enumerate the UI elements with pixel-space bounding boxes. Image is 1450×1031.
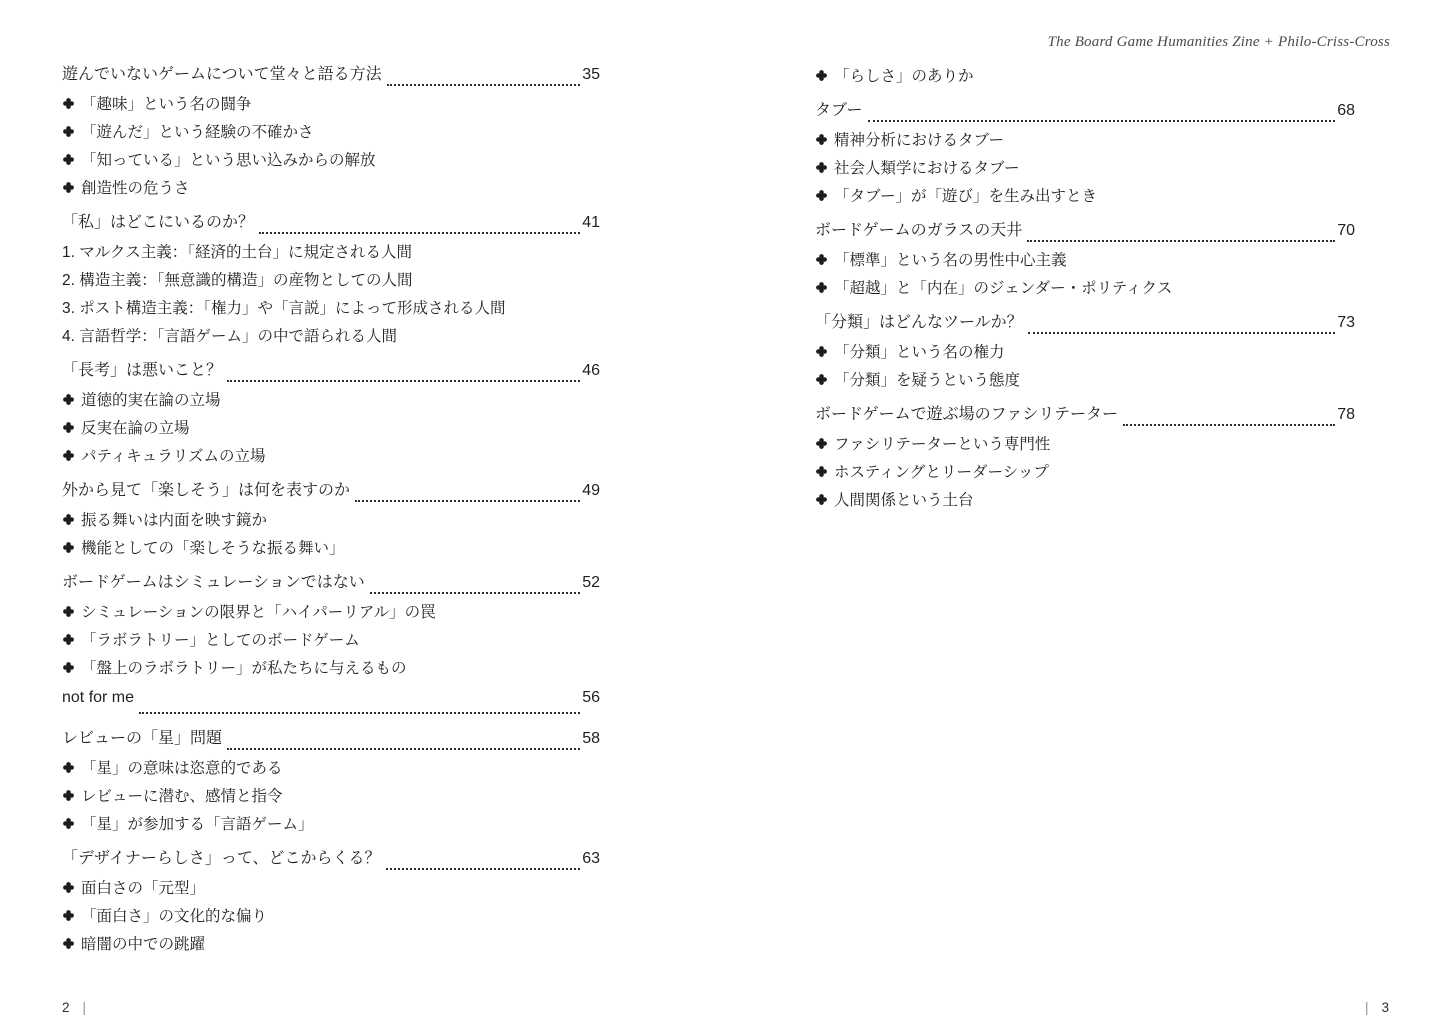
toc-section xyxy=(62,61,600,209)
footer-divider-right: | xyxy=(1364,1000,1369,1015)
page-footer-left xyxy=(62,1000,86,1015)
toc-entry xyxy=(815,217,1355,245)
toc-right-column xyxy=(815,61,1355,521)
clover-cross-bullet-icon xyxy=(62,153,74,165)
clover-cross-bullet-icon xyxy=(815,69,827,81)
toc-item xyxy=(62,413,600,441)
dot-leader xyxy=(868,120,1336,122)
toc-entry-title: レビューの「星」問題 xyxy=(62,730,223,747)
toc-item xyxy=(62,781,600,809)
clover-cross-bullet-icon xyxy=(815,373,827,385)
toc-item-label: 「分類」を疑うという態度 xyxy=(834,372,1021,389)
clover-cross-bullet-icon xyxy=(62,789,74,801)
toc-item xyxy=(815,273,1355,301)
dot-leader xyxy=(139,712,580,714)
toc-item-label: 「星」が参加する「言語ゲーム」 xyxy=(81,816,314,833)
toc-item xyxy=(62,265,600,293)
toc-entry-title: 「長考」は悪いこと？ xyxy=(62,362,223,379)
toc-entry-title: 遊んでいないゲームについて堂々と語る方法 xyxy=(62,66,382,83)
clover-cross-bullet-icon xyxy=(62,661,74,673)
toc-item xyxy=(62,809,600,837)
clover-cross-bullet-icon xyxy=(62,97,74,109)
toc-item-label: 2. 構造主義：「無意識的構造」の産物としての人間 xyxy=(62,272,413,289)
toc-item xyxy=(62,385,600,413)
toc-item xyxy=(62,597,600,625)
toc-item-label: 1. マルクス主義：「経済的土台」に規定される人間 xyxy=(62,244,413,261)
toc-section xyxy=(815,217,1355,309)
clover-cross-bullet-icon xyxy=(62,449,74,461)
toc-entry-page-number: 73 xyxy=(1337,314,1355,331)
toc-entry xyxy=(62,209,600,237)
toc-item-label: 「知っている」という思い込みからの解放 xyxy=(81,152,376,169)
toc-section xyxy=(62,209,600,357)
toc-section xyxy=(815,97,1355,217)
toc-entry-page-number: 35 xyxy=(582,66,600,83)
toc-item xyxy=(815,365,1355,393)
toc-item-label: 面白さの「元型」 xyxy=(81,880,206,897)
toc-left-column xyxy=(62,61,600,965)
toc-item xyxy=(815,429,1355,457)
toc-section xyxy=(62,357,600,477)
toc-item-label: パティキュラリズムの立場 xyxy=(81,448,266,465)
toc-entry-title: 「私」はどこにいるのか？ xyxy=(62,214,255,231)
clover-cross-bullet-icon xyxy=(815,465,827,477)
toc-section xyxy=(62,569,600,689)
toc-item-label: 「タブー」が「遊び」を生み出すとき xyxy=(834,188,1098,205)
toc-item-label: 「超越」と「内在」のジェンダー・ポリティクス xyxy=(834,280,1173,297)
toc-entry-page-number: 52 xyxy=(582,574,600,591)
toc-item-label: 精神分析におけるタブー xyxy=(834,132,1005,149)
toc-item xyxy=(815,245,1355,273)
toc-item xyxy=(62,625,600,653)
toc-entry-page-number: 58 xyxy=(582,730,600,747)
toc-section xyxy=(62,689,600,725)
clover-cross-bullet-icon xyxy=(62,761,74,773)
dot-leader xyxy=(259,232,580,234)
dot-leader xyxy=(370,592,580,594)
toc-item xyxy=(62,441,600,469)
toc-entry xyxy=(62,725,600,753)
toc-item xyxy=(62,173,600,201)
toc-entry-page-number: 49 xyxy=(582,482,600,499)
toc-entry-title: ボードゲームで遊ぶ場のファシリテーター xyxy=(815,406,1119,423)
toc-item-label: 「ラボラトリー」としてのボードゲーム xyxy=(81,632,360,649)
toc-item-label: 創造性の危うさ xyxy=(81,180,190,197)
toc-item-label: 振る舞いは内面を映す鏡か xyxy=(81,512,268,529)
toc-item-label: 社会人類学におけるタブー xyxy=(834,160,1020,177)
clover-cross-bullet-icon xyxy=(815,189,827,201)
dot-leader xyxy=(387,84,581,86)
toc-entry-title: ボードゲームはシミュレーションではない xyxy=(62,574,365,591)
clover-cross-bullet-icon xyxy=(815,345,827,357)
toc-item-label: 道徳的実在論の立場 xyxy=(81,392,221,409)
toc-item-label: レビューに潜む、感情と指令 xyxy=(81,788,283,805)
toc-item-label: 機能としての「楽しそうな振る舞い」 xyxy=(81,540,345,557)
toc-item xyxy=(62,237,600,265)
page-number-right: 3 xyxy=(1381,1000,1389,1015)
toc-entry xyxy=(62,569,600,597)
toc-item xyxy=(62,873,600,901)
zine-header-title: The Board Game Humanities Zine + Philo-Criss-Cross xyxy=(1047,34,1390,50)
footer-divider-left: | xyxy=(82,1000,87,1015)
toc-item-label: ホスティングとリーダーシップ xyxy=(834,464,1049,481)
toc-item-label: 「星」の意味は恣意的である xyxy=(81,760,283,777)
dot-leader xyxy=(1027,240,1335,242)
page-number-left: 2 xyxy=(62,1000,70,1015)
toc-entry xyxy=(62,61,600,89)
dot-leader xyxy=(355,500,580,502)
toc-entry xyxy=(62,689,600,717)
toc-item xyxy=(62,293,600,321)
clover-cross-bullet-icon xyxy=(62,817,74,829)
toc-item-label: 「面白さ」の文化的な偏り xyxy=(81,908,268,925)
clover-cross-bullet-icon xyxy=(62,909,74,921)
toc-section xyxy=(62,477,600,569)
clover-cross-bullet-icon xyxy=(62,513,74,525)
toc-item-label: 「遊んだ」という経験の不確かさ xyxy=(81,124,314,141)
toc-item xyxy=(62,117,600,145)
toc-entry xyxy=(62,845,600,873)
toc-item-label: 3. ポスト構造主義：「権力」や「言説」によって形成される人間 xyxy=(62,300,506,317)
toc-item-label: シミュレーションの限界と「ハイパーリアル」の罠 xyxy=(81,604,436,621)
dot-leader xyxy=(227,748,580,750)
toc-entry-page-number: 63 xyxy=(582,850,600,867)
toc-section xyxy=(62,845,600,965)
clover-cross-bullet-icon xyxy=(815,161,827,173)
toc-entry-page-number: 68 xyxy=(1337,102,1355,119)
clover-cross-bullet-icon xyxy=(62,181,74,193)
toc-entry-page-number: 41 xyxy=(582,214,600,231)
toc-item xyxy=(815,457,1355,485)
toc-entry-title: not for me xyxy=(62,689,135,706)
toc-item-label: 「分類」という名の権力 xyxy=(834,344,1005,361)
clover-cross-bullet-icon xyxy=(62,881,74,893)
toc-item xyxy=(62,929,600,957)
toc-item-label: 「盤上のラボラトリー」が私たちに与えるもの xyxy=(81,660,407,677)
toc-item xyxy=(815,61,1355,89)
clover-cross-bullet-icon xyxy=(62,393,74,405)
clover-cross-bullet-icon xyxy=(62,541,74,553)
toc-item-label: 反実在論の立場 xyxy=(81,420,190,437)
toc-entry-title: 外から見て「楽しそう」は何を表すのか xyxy=(62,482,351,499)
clover-cross-bullet-icon xyxy=(815,437,827,449)
clover-cross-bullet-icon xyxy=(815,133,827,145)
toc-item xyxy=(62,533,600,561)
toc-item-label: 4. 言語哲学：「言語ゲーム」の中で語られる人間 xyxy=(62,328,397,345)
toc-entry-title: ボードゲームのガラスの天井 xyxy=(815,222,1023,239)
toc-item xyxy=(815,485,1355,513)
toc-item xyxy=(62,145,600,173)
toc-entry-title: タブー xyxy=(815,102,863,119)
toc-item xyxy=(62,89,600,117)
toc-item-label: 暗闇の中での跳躍 xyxy=(81,936,206,953)
toc-section xyxy=(815,61,1355,97)
toc-item xyxy=(62,753,600,781)
clover-cross-bullet-icon xyxy=(815,253,827,265)
toc-item-label: 人間関係という土台 xyxy=(834,492,974,509)
page-footer-right xyxy=(1365,1000,1389,1015)
toc-entry xyxy=(815,401,1355,429)
toc-section xyxy=(62,725,600,845)
toc-entry-page-number: 46 xyxy=(582,362,600,379)
toc-entry-title: 「分類」はどんなツールか？ xyxy=(815,314,1023,331)
dot-leader xyxy=(1123,424,1335,426)
toc-entry-page-number: 56 xyxy=(582,689,600,706)
dot-leader xyxy=(227,380,580,382)
toc-entry xyxy=(62,477,600,505)
clover-cross-bullet-icon xyxy=(62,421,74,433)
toc-item xyxy=(815,125,1355,153)
toc-section xyxy=(815,401,1355,521)
toc-entry xyxy=(815,97,1355,125)
toc-item xyxy=(815,337,1355,365)
toc-entry xyxy=(815,309,1355,337)
toc-item-label: 「らしさ」のありか xyxy=(834,68,974,85)
dot-leader xyxy=(386,868,581,870)
toc-entry-page-number: 70 xyxy=(1337,222,1355,239)
toc-section xyxy=(815,309,1355,401)
toc-entry-page-number: 78 xyxy=(1337,406,1355,423)
toc-item xyxy=(62,901,600,929)
toc-item-label: 「趣味」という名の闘争 xyxy=(81,96,252,113)
toc-item xyxy=(815,181,1355,209)
toc-item xyxy=(62,321,600,349)
clover-cross-bullet-icon xyxy=(62,633,74,645)
clover-cross-bullet-icon xyxy=(815,493,827,505)
toc-item-label: 「標準」という名の男性中心主義 xyxy=(834,252,1067,269)
toc-item xyxy=(62,505,600,533)
toc-item-label: ファシリテーターという専門性 xyxy=(834,436,1051,453)
clover-cross-bullet-icon xyxy=(62,605,74,617)
toc-entry-title: 「デザイナーらしさ」って、どこからくる？ xyxy=(62,850,381,867)
toc-item xyxy=(815,153,1355,181)
toc-entry xyxy=(62,357,600,385)
toc-item xyxy=(62,653,600,681)
clover-cross-bullet-icon xyxy=(815,281,827,293)
clover-cross-bullet-icon xyxy=(62,937,74,949)
dot-leader xyxy=(1028,332,1336,334)
clover-cross-bullet-icon xyxy=(62,125,74,137)
